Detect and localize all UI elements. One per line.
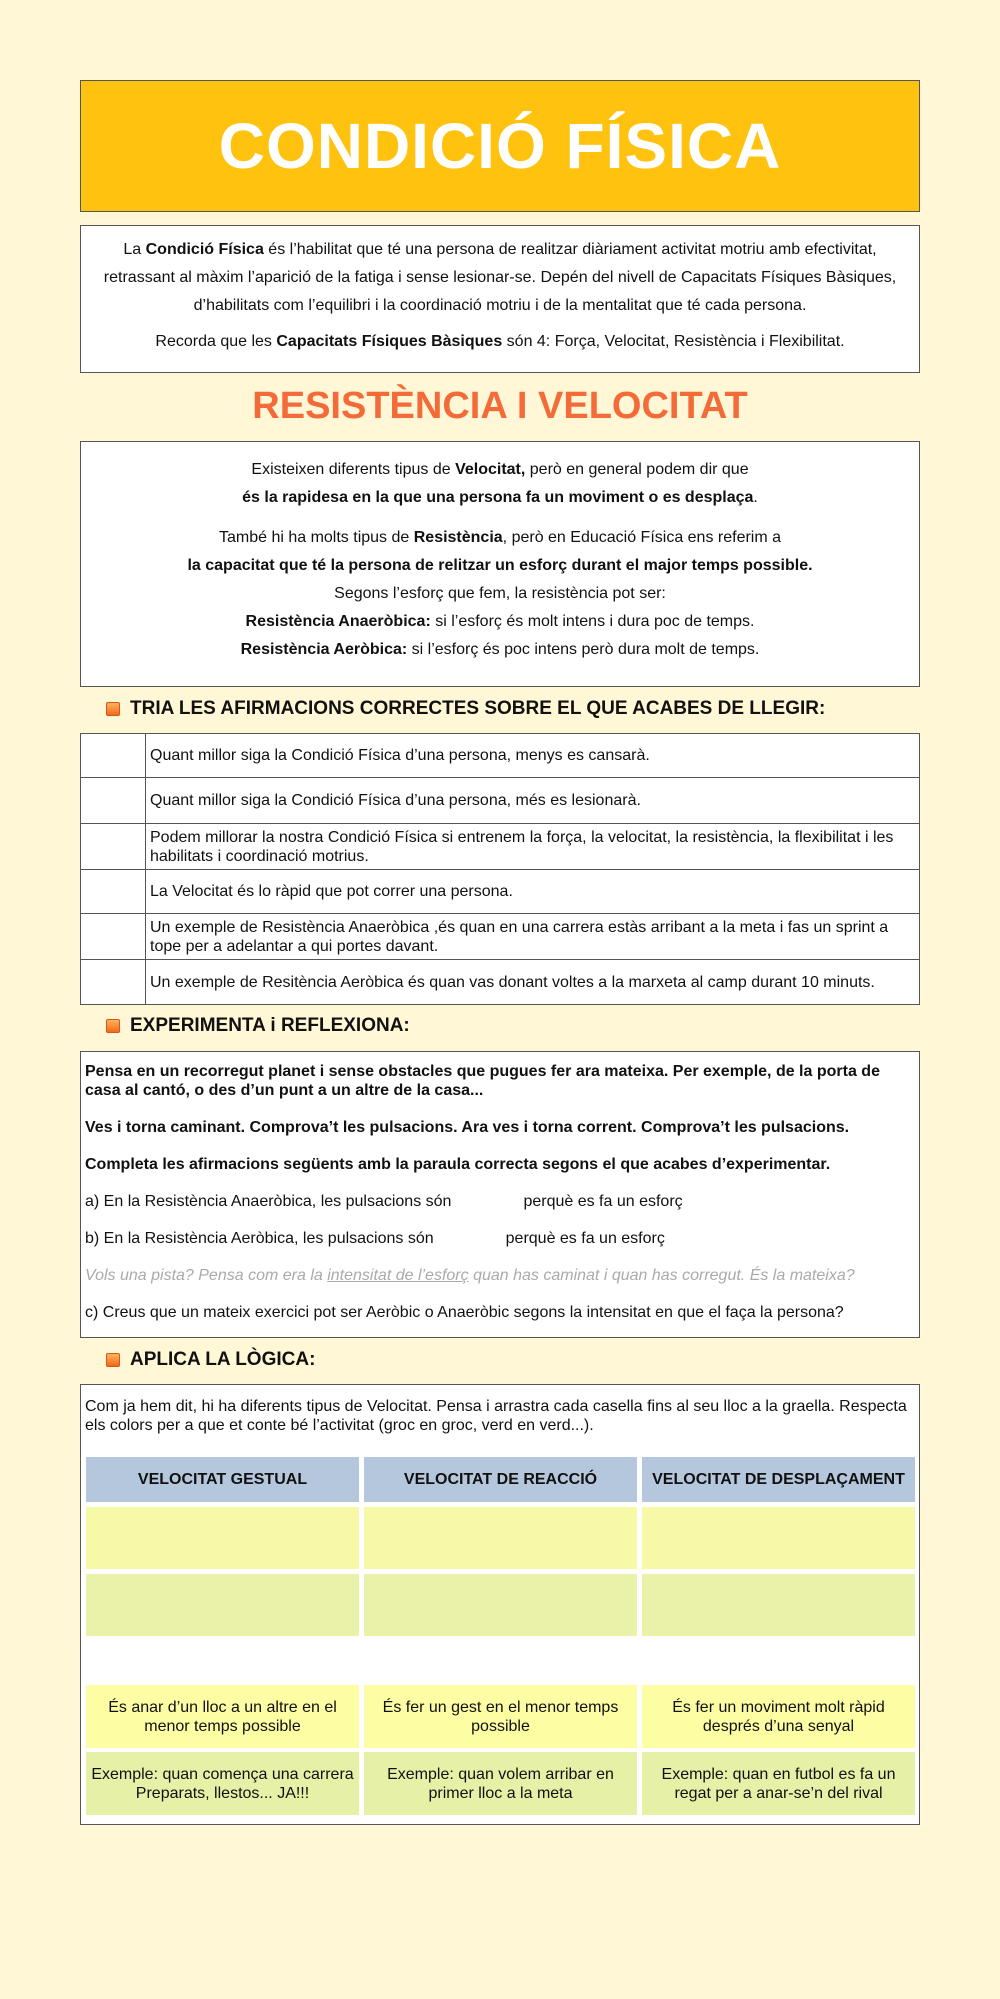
statement-text: La Velocitat és lo ràpid que pot correr una persona. bbox=[146, 870, 920, 914]
draggable-card[interactable]: És anar d’un lloc a un altre en el menor temps possible bbox=[86, 1685, 359, 1748]
drop-zone[interactable] bbox=[86, 1574, 359, 1636]
bullet-icon bbox=[106, 1353, 120, 1367]
statement-checkbox[interactable] bbox=[81, 914, 146, 960]
table-row bbox=[81, 870, 920, 914]
reminder-text: Recorda que les bbox=[155, 333, 277, 350]
question-a bbox=[85, 1192, 915, 1211]
drop-zone[interactable] bbox=[364, 1507, 637, 1569]
reflect-p2: Ves i torna caminant. Comprova’t les pulsacions. Ara ves i torna corrent. Comprova’t les pulsacions. bbox=[85, 1119, 850, 1136]
bullet-icon bbox=[106, 702, 120, 716]
hint-link[interactable]: intensitat de l’esforç bbox=[327, 1267, 469, 1284]
draggable-card[interactable]: És fer un gest en el menor temps possible bbox=[364, 1685, 637, 1748]
statement-text: Un exemple de Resitència Aeròbica és quan vas donant voltes a la marxeta al camp durant 10 minuts. bbox=[146, 960, 920, 1005]
table-row bbox=[81, 734, 920, 778]
def-text: però en general podem dir que bbox=[525, 461, 749, 478]
intro-text: és l’habilitat que té una persona de realitzar diàriament activitat motriu amb efectivitat, retrassant al màxim l’aparició de la fatiga i sense lesionar-se. Depén del nivell de Capacitats Físiques Bàsiques, d’habilitats com l’equilibri i la coordinació motriu i de la mentalitat que té cada persona. bbox=[103, 241, 897, 314]
reflect-p3: Completa les afirmacions següents amb la paraula correcta segons el que acabes d’experimentar. bbox=[85, 1156, 831, 1173]
def-bold: Velocitat, bbox=[455, 461, 526, 478]
question-b-text: b) En la Resistència Aeròbica, les pulsacions són bbox=[85, 1230, 434, 1247]
def-text: També hi ha molts tipus de bbox=[218, 529, 414, 546]
intro-text: La bbox=[123, 241, 146, 258]
statements-table bbox=[80, 733, 920, 1005]
drop-zone[interactable] bbox=[642, 1574, 915, 1636]
card-row bbox=[86, 1752, 915, 1815]
reflect-p1: Pensa en un recorregut planet i sense obstacles que pugues fer ara mateixa. Per exemple, de la porta de casa al cantó, o des d’un punt a un altre de la casa... bbox=[85, 1063, 880, 1099]
column-header: VELOCITAT DE REACCIÓ bbox=[364, 1457, 637, 1502]
def-text: Existeixen diferents tipus de bbox=[251, 461, 456, 478]
statement-checkbox[interactable] bbox=[81, 778, 146, 824]
column-header: VELOCITAT DE DESPLAÇAMENT bbox=[642, 1457, 915, 1502]
table-row bbox=[81, 778, 920, 824]
exercise3-title bbox=[106, 1346, 315, 1374]
statement-checkbox[interactable] bbox=[81, 960, 146, 1005]
logic-box bbox=[80, 1384, 920, 1825]
question-a-text: perquè es fa un esforç bbox=[523, 1193, 683, 1210]
def-text: . bbox=[753, 489, 758, 506]
reminder-text: són 4: Força, Velocitat, Resistència i Flexibilitat. bbox=[502, 333, 845, 350]
def-bold: Resistència bbox=[413, 529, 503, 546]
statement-text: Podem millorar la nostra Condició Física si entrenem la força, la velocitat, la resistència, la flexibilitat i les habilitats i coordinació motrius. bbox=[146, 824, 920, 870]
statement-checkbox[interactable] bbox=[81, 824, 146, 870]
def-bold: és la rapidesa en la que una persona fa un moviment o es desplaça bbox=[242, 489, 754, 506]
draggable-card[interactable]: Exemple: quan volem arribar en primer lloc a la meta bbox=[364, 1752, 637, 1815]
def-line: Segons l’esforç que fem, la resistència pot ser: bbox=[334, 585, 666, 602]
card-row bbox=[86, 1685, 915, 1748]
exercise1-title-text: TRIA LES AFIRMACIONS CORRECTES SOBRE EL QUE ACABES DE LLEGIR: bbox=[130, 698, 826, 719]
exercise2-title-text: EXPERIMENTA i REFLEXIONA: bbox=[130, 1015, 410, 1036]
def-line bbox=[89, 608, 911, 636]
intro-bold: Condició Física bbox=[145, 241, 264, 258]
intro-paragraph bbox=[89, 236, 911, 320]
hint-text bbox=[85, 1266, 915, 1285]
question-b-text: perquè es fa un esforç bbox=[505, 1230, 665, 1247]
def-line bbox=[89, 484, 911, 512]
statement-checkbox[interactable] bbox=[81, 870, 146, 914]
drop-row bbox=[86, 1507, 915, 1569]
drop-zone[interactable] bbox=[364, 1574, 637, 1636]
drop-row bbox=[86, 1574, 915, 1636]
question-c: c) Creus que un mateix exercici pot ser Aeròbic o Anaeròbic segons la intensitat en que el faça la persona? bbox=[85, 1304, 844, 1321]
def-bold: Resistència Anaeròbica: bbox=[245, 613, 431, 630]
table-row bbox=[81, 914, 920, 960]
drop-zone[interactable] bbox=[86, 1507, 359, 1569]
def-text: si l’esforç és molt intens i dura poc de temps. bbox=[430, 613, 755, 630]
intro-box bbox=[80, 225, 920, 373]
definitions-box bbox=[80, 441, 920, 687]
def-text: , però en Educació Física ens referim a bbox=[502, 529, 782, 546]
def-bold: Resistència Aeròbica: bbox=[240, 641, 408, 658]
statement-checkbox[interactable] bbox=[81, 734, 146, 778]
question-b bbox=[85, 1229, 915, 1248]
statement-text: Quant millor siga la Condició Física d’una persona, més es lesionarà. bbox=[146, 778, 920, 824]
def-line bbox=[89, 456, 911, 484]
hint-text-part: Vols una pista? Pensa com era la bbox=[85, 1267, 328, 1284]
section-heading: RESISTÈNCIA I VELOCITAT bbox=[252, 385, 748, 427]
exercise2-title bbox=[106, 1012, 410, 1040]
def-text: si l’esforç és poc intens però dura molt de temps. bbox=[407, 641, 760, 658]
page-title: CONDICIÓ FÍSICA bbox=[218, 110, 782, 182]
bullet-icon bbox=[106, 1019, 120, 1033]
statement-text: Quant millor siga la Condició Física d’una persona, menys es cansarà. bbox=[146, 734, 920, 778]
def-line bbox=[89, 636, 911, 664]
draggable-card[interactable]: És fer un moviment molt ràpid després d’una senyal bbox=[642, 1685, 915, 1748]
exercise1-title bbox=[106, 695, 825, 723]
reflection-box bbox=[80, 1051, 920, 1338]
def-line bbox=[89, 524, 911, 552]
drop-zone[interactable] bbox=[642, 1507, 915, 1569]
title-banner bbox=[80, 80, 920, 212]
table-row bbox=[81, 960, 920, 1005]
intro-reminder bbox=[89, 328, 911, 356]
statement-text: Un exemple de Resistència Anaeròbica ,és quan en una carrera estàs arribant a la meta i fas un sprint a tope per a adelantar a qui portes davant. bbox=[146, 914, 920, 960]
def-line bbox=[89, 552, 911, 580]
draggable-card[interactable]: Exemple: quan en futbol es fa un regat per a anar-se’n del rival bbox=[642, 1752, 915, 1815]
hint-text-part: quan has caminat i quan has corregut. És la mateixa? bbox=[468, 1267, 855, 1284]
grid-header-row bbox=[86, 1457, 915, 1502]
table-row bbox=[81, 824, 920, 870]
column-header: VELOCITAT GESTUAL bbox=[86, 1457, 359, 1502]
reminder-bold: Capacitats Físiques Bàsiques bbox=[276, 333, 503, 350]
question-a-text: a) En la Resistència Anaeròbica, les pulsacions són bbox=[85, 1193, 452, 1210]
logic-instructions: Com ja hem dit, hi ha diferents tipus de Velocitat. Pensa i arrastra cada casella fins al seu lloc a la graella. Respecta els colors per a que et conte bé l’activitat (groc en groc, verd en verd...). bbox=[85, 1398, 907, 1434]
exercise3-title-text: APLICA LA LÒGICA: bbox=[130, 1349, 316, 1370]
draggable-card[interactable]: Exemple: quan comença una carrera Preparats, llestos... JA!!! bbox=[86, 1752, 359, 1815]
def-bold: la capacitat que té la persona de relitzar un esforç durant el major temps possible. bbox=[187, 557, 813, 574]
